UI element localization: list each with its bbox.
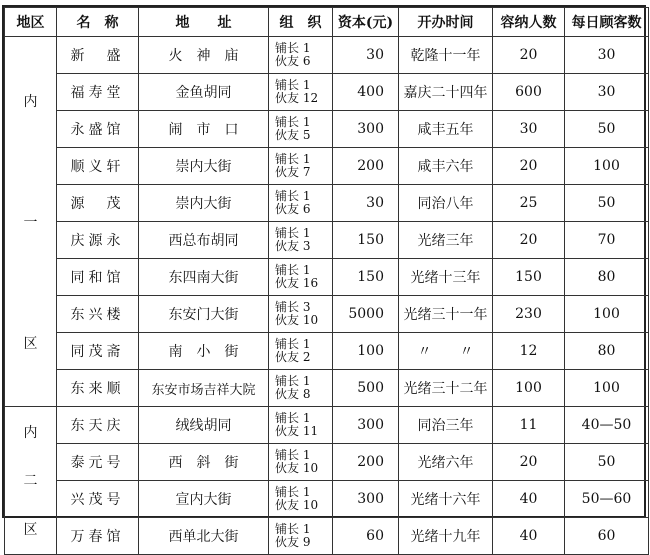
capacity: 12 bbox=[493, 333, 565, 370]
capacity: 600 bbox=[493, 74, 565, 111]
founded-time: 光绪三十二年 bbox=[399, 370, 493, 407]
org-head: 铺长 1 bbox=[275, 115, 311, 129]
table-row bbox=[5, 333, 649, 370]
table-row bbox=[5, 370, 649, 407]
capital: 300 bbox=[333, 481, 399, 518]
district-char: 内 bbox=[23, 93, 38, 110]
org-head: 铺长 1 bbox=[275, 374, 311, 388]
restaurant-table bbox=[2, 5, 646, 549]
org-head: 铺长 1 bbox=[275, 411, 311, 425]
capital: 300 bbox=[333, 407, 399, 444]
org-head: 铺长 1 bbox=[275, 485, 311, 499]
founded-time: 同治三年 bbox=[399, 407, 493, 444]
organization bbox=[269, 185, 333, 222]
daily-customers: 70 bbox=[565, 222, 649, 259]
daily-customers: 50 bbox=[565, 185, 649, 222]
daily-customers: 50 bbox=[565, 444, 649, 481]
founded-time: 同治八年 bbox=[399, 185, 493, 222]
daily-customers: 30 bbox=[565, 74, 649, 111]
district-char: 内 bbox=[23, 425, 38, 442]
daily-customers: 60 bbox=[565, 518, 649, 555]
shop-address: 南 小 街 bbox=[139, 333, 269, 370]
district-cell bbox=[5, 407, 57, 555]
org-head: 铺长 1 bbox=[275, 522, 311, 536]
district-char: 一 bbox=[23, 214, 38, 231]
org-partner: 伙友 16 bbox=[275, 276, 319, 290]
shop-address: 绒线胡同 bbox=[139, 407, 269, 444]
founded-time: 光绪三十一年 bbox=[399, 296, 493, 333]
founded-time: 咸丰六年 bbox=[399, 148, 493, 185]
capital: 100 bbox=[333, 333, 399, 370]
shop-name: 新 盛 bbox=[57, 37, 139, 74]
daily-customers: 100 bbox=[565, 148, 649, 185]
table-row bbox=[5, 185, 649, 222]
capital: 30 bbox=[333, 185, 399, 222]
organization bbox=[269, 111, 333, 148]
founded-time: 光绪十三年 bbox=[399, 259, 493, 296]
capacity: 40 bbox=[493, 518, 565, 555]
shop-address: 宣内大街 bbox=[139, 481, 269, 518]
capital: 5000 bbox=[333, 296, 399, 333]
shop-address: 闹 市 口 bbox=[139, 111, 269, 148]
header-capital: 资本(元) bbox=[333, 8, 399, 37]
shop-name: 兴茂号 bbox=[57, 481, 139, 518]
daily-customers: 80 bbox=[565, 333, 649, 370]
shop-name: 东来顺 bbox=[57, 370, 139, 407]
organization bbox=[269, 296, 333, 333]
org-head: 铺长 1 bbox=[275, 226, 311, 240]
capital: 500 bbox=[333, 370, 399, 407]
organization bbox=[269, 481, 333, 518]
capacity: 20 bbox=[493, 148, 565, 185]
org-partner: 伙友 6 bbox=[275, 202, 311, 216]
daily-customers: 50 bbox=[565, 111, 649, 148]
table-row bbox=[5, 296, 649, 333]
capacity: 230 bbox=[493, 296, 565, 333]
district-char: 区 bbox=[23, 335, 38, 352]
table-row bbox=[5, 444, 649, 481]
shop-address: 西单北大街 bbox=[139, 518, 269, 555]
shop-name: 泰元号 bbox=[57, 444, 139, 481]
capacity: 25 bbox=[493, 185, 565, 222]
organization bbox=[269, 444, 333, 481]
table-row bbox=[5, 148, 649, 185]
district-char: 二 bbox=[23, 473, 38, 490]
capacity: 40 bbox=[493, 481, 565, 518]
organization bbox=[269, 222, 333, 259]
organization bbox=[269, 259, 333, 296]
header-name: 名 称 bbox=[57, 8, 139, 37]
shop-name: 东兴楼 bbox=[57, 296, 139, 333]
shop-name: 万春馆 bbox=[57, 518, 139, 555]
daily-customers: 100 bbox=[565, 296, 649, 333]
founded-time: 光绪十九年 bbox=[399, 518, 493, 555]
table-row bbox=[5, 518, 649, 555]
organization bbox=[269, 148, 333, 185]
shop-name: 东天庆 bbox=[57, 407, 139, 444]
capacity: 30 bbox=[493, 111, 565, 148]
daily-customers: 100 bbox=[565, 370, 649, 407]
table-row bbox=[5, 37, 649, 74]
organization bbox=[269, 370, 333, 407]
org-head: 铺长 1 bbox=[275, 189, 311, 203]
district-cell bbox=[5, 37, 57, 407]
founded-time: 嘉庆二十四年 bbox=[399, 74, 493, 111]
org-partner: 伙友 7 bbox=[275, 165, 311, 179]
daily-customers: 40—50 bbox=[565, 407, 649, 444]
org-head: 铺长 3 bbox=[275, 300, 311, 314]
shop-address: 崇内大街 bbox=[139, 148, 269, 185]
shop-address: 东安市场吉祥大院 bbox=[139, 370, 269, 407]
header-district: 地区 bbox=[5, 8, 57, 37]
shop-name: 福寿堂 bbox=[57, 74, 139, 111]
capacity: 20 bbox=[493, 37, 565, 74]
shop-address: 东安门大街 bbox=[139, 296, 269, 333]
org-partner: 伙友 8 bbox=[275, 387, 311, 401]
header-founded: 开办时间 bbox=[399, 8, 493, 37]
shop-address: 金鱼胡同 bbox=[139, 74, 269, 111]
org-partner: 伙友 6 bbox=[275, 54, 311, 68]
capital: 150 bbox=[333, 222, 399, 259]
capital: 300 bbox=[333, 111, 399, 148]
org-partner: 伙友 9 bbox=[275, 535, 311, 549]
organization bbox=[269, 518, 333, 555]
shop-address: 西总布胡同 bbox=[139, 222, 269, 259]
daily-customers: 50—60 bbox=[565, 481, 649, 518]
organization bbox=[269, 333, 333, 370]
capacity: 20 bbox=[493, 444, 565, 481]
table-row bbox=[5, 481, 649, 518]
header-organization: 组 织 bbox=[269, 8, 333, 37]
table-row bbox=[5, 222, 649, 259]
org-head: 铺长 1 bbox=[275, 152, 311, 166]
org-partner: 伙友 5 bbox=[275, 128, 311, 142]
header-address: 地 址 bbox=[139, 8, 269, 37]
capacity: 100 bbox=[493, 370, 565, 407]
shop-name: 同茂斋 bbox=[57, 333, 139, 370]
daily-customers: 30 bbox=[565, 37, 649, 74]
org-head: 铺长 1 bbox=[275, 448, 311, 462]
org-partner: 伙友 10 bbox=[275, 498, 319, 512]
founded-time: 光绪三年 bbox=[399, 222, 493, 259]
table-body bbox=[5, 37, 649, 555]
founded-time: 咸丰五年 bbox=[399, 111, 493, 148]
shop-address: 东四南大街 bbox=[139, 259, 269, 296]
daily-customers: 80 bbox=[565, 259, 649, 296]
header-capacity: 容纳人数 bbox=[493, 8, 565, 37]
shop-address: 火 神 庙 bbox=[139, 37, 269, 74]
header-row bbox=[5, 8, 649, 37]
organization bbox=[269, 407, 333, 444]
shop-name: 源 茂 bbox=[57, 185, 139, 222]
org-partner: 伙友 11 bbox=[275, 424, 319, 438]
org-head: 铺长 1 bbox=[275, 263, 311, 277]
capital: 400 bbox=[333, 74, 399, 111]
shop-name: 庆源永 bbox=[57, 222, 139, 259]
table-row bbox=[5, 259, 649, 296]
org-partner: 伙友 12 bbox=[275, 91, 319, 105]
org-partner: 伙友 10 bbox=[275, 313, 319, 327]
shop-name: 同和馆 bbox=[57, 259, 139, 296]
founded-time: 〃 〃 bbox=[399, 333, 493, 370]
capacity: 11 bbox=[493, 407, 565, 444]
organization bbox=[269, 74, 333, 111]
capacity: 150 bbox=[493, 259, 565, 296]
organization bbox=[269, 37, 333, 74]
district-char: 区 bbox=[23, 521, 38, 538]
capital: 60 bbox=[333, 518, 399, 555]
org-head: 铺长 1 bbox=[275, 337, 311, 351]
shop-name: 永盛馆 bbox=[57, 111, 139, 148]
org-partner: 伙友 10 bbox=[275, 461, 319, 475]
header-daily-customers: 每日顾客数 bbox=[565, 8, 649, 37]
org-head: 铺长 1 bbox=[275, 41, 311, 55]
table-row bbox=[5, 111, 649, 148]
org-partner: 伙友 2 bbox=[275, 350, 311, 364]
shop-address: 西 斜 街 bbox=[139, 444, 269, 481]
capital: 30 bbox=[333, 37, 399, 74]
capacity: 20 bbox=[493, 222, 565, 259]
table-row bbox=[5, 407, 649, 444]
org-partner: 伙友 3 bbox=[275, 239, 311, 253]
founded-time: 光绪六年 bbox=[399, 444, 493, 481]
capital: 150 bbox=[333, 259, 399, 296]
table-row bbox=[5, 74, 649, 111]
capital: 200 bbox=[333, 148, 399, 185]
capital: 200 bbox=[333, 444, 399, 481]
founded-time: 光绪十六年 bbox=[399, 481, 493, 518]
shop-address: 崇内大街 bbox=[139, 185, 269, 222]
founded-time: 乾隆十一年 bbox=[399, 37, 493, 74]
org-head: 铺长 1 bbox=[275, 78, 311, 92]
shop-name: 顺义轩 bbox=[57, 148, 139, 185]
